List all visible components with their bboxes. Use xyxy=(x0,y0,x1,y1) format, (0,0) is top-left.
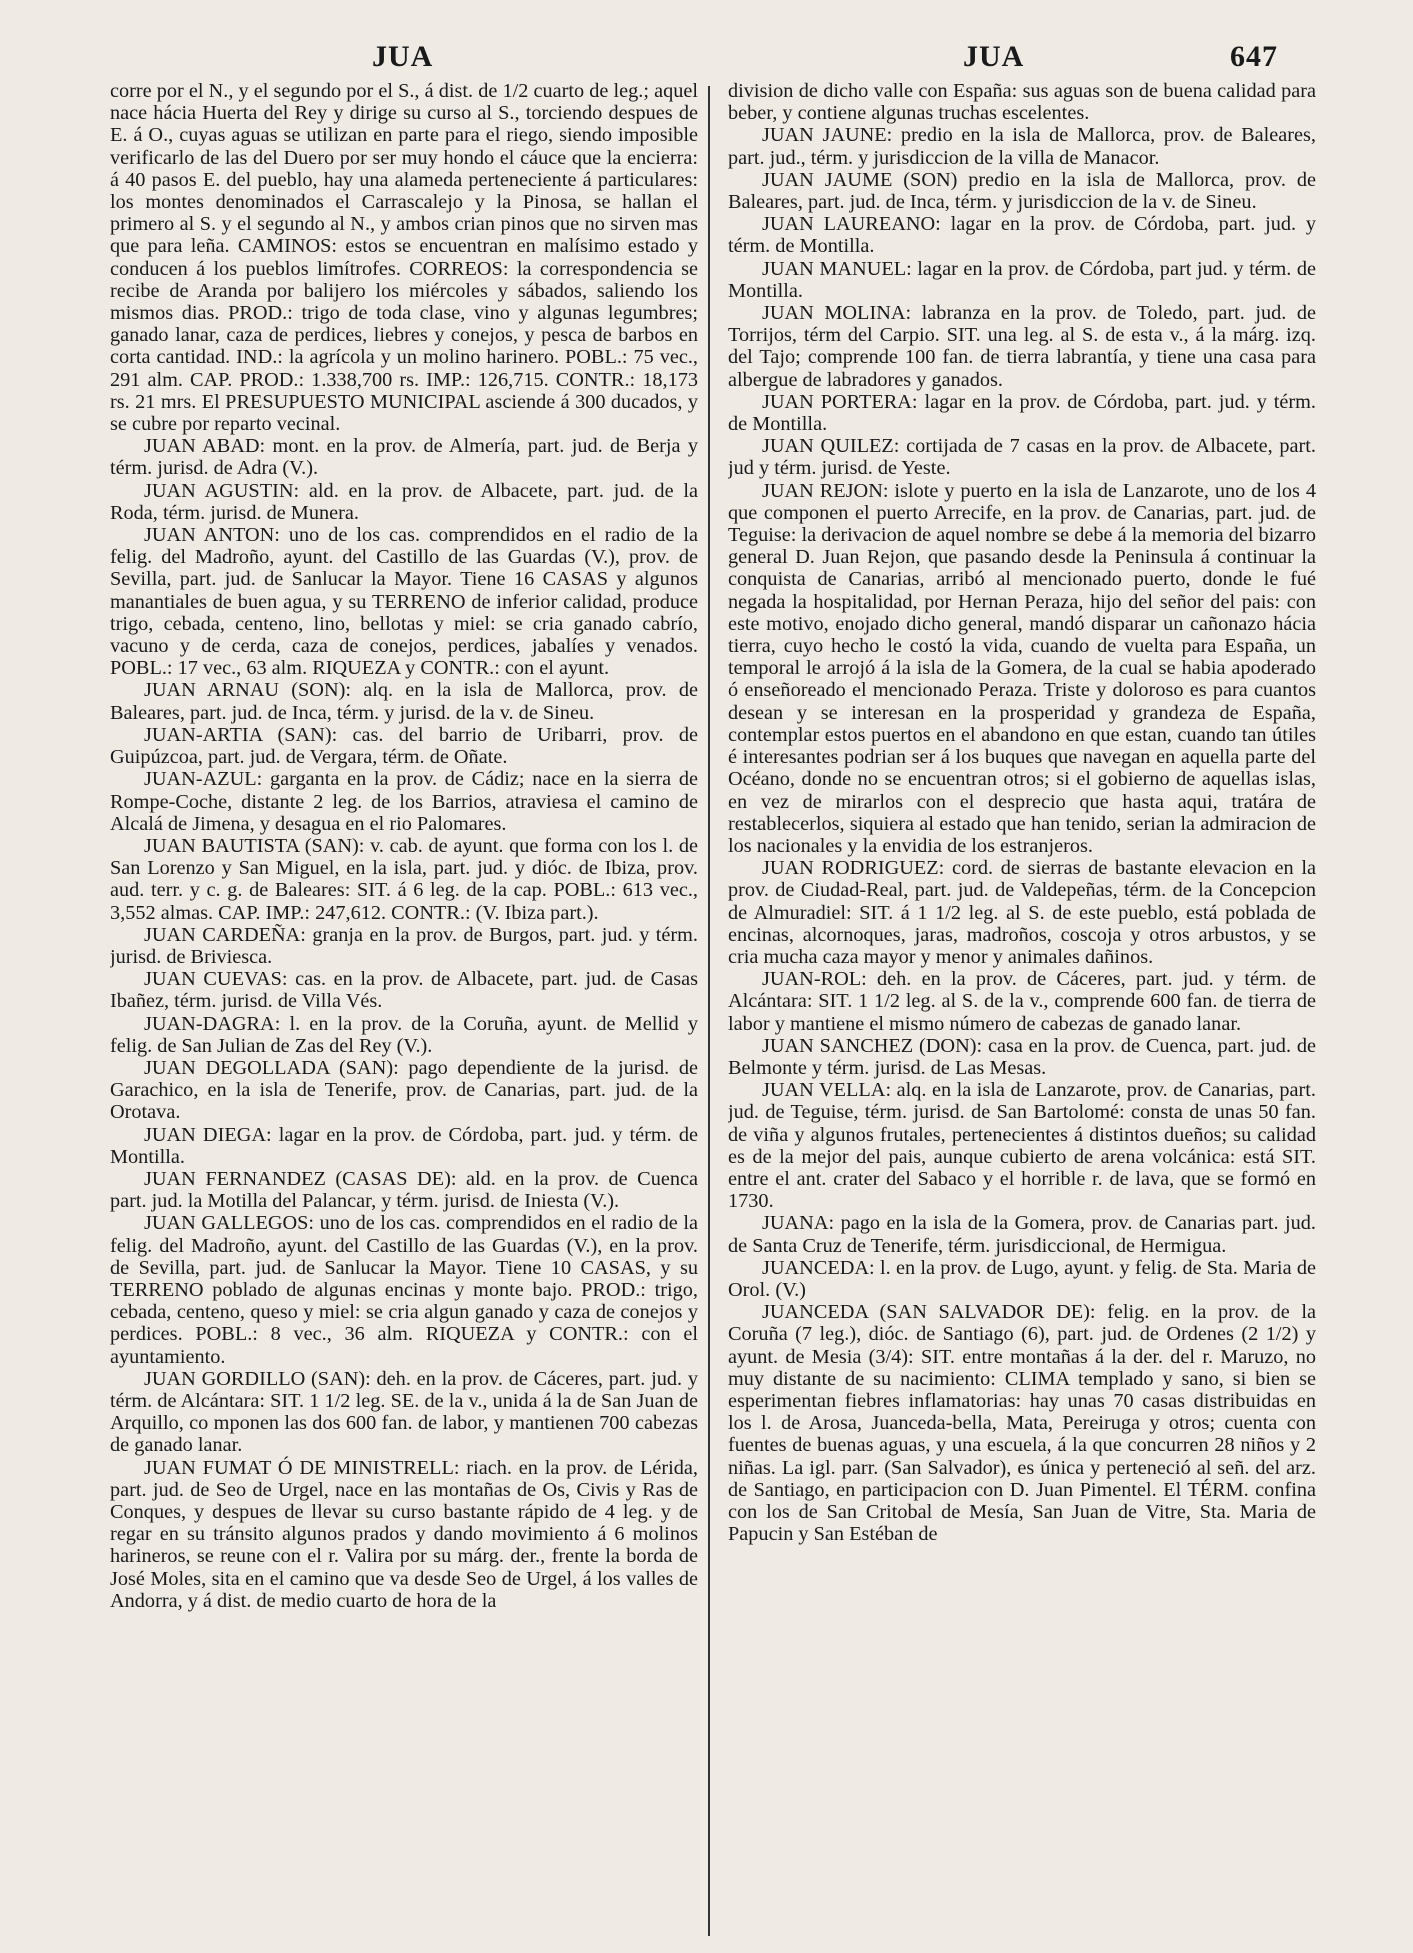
entry-juan-cuevas: JUAN CUEVAS: cas. en la prov. de Albacete, part. jud. de Casas Ibañez, térm. jurisd. de Villa Vés. xyxy=(110,968,698,1013)
entry-juan-manuel: JUAN MANUEL: lagar en la prov. de Córdoba, part jud. y térm. de Montilla. xyxy=(728,257,1316,302)
entry-juan-vella: JUAN VELLA: alq. en la isla de Lanzarote, prov. de Canarias, part. jud. de Teguise, térm. jurisd. de San Bartolomé: consta de unas 50 fan. de viña y algunos frutales, pertenecientes á distintos dueños; su calidad es de la mejor del pais, aunque cubierto de arena volcánica: está SIT. entre el ant. crater del Sabaco y el horrible r. de lava, que se formó en 1730. xyxy=(728,1079,1316,1213)
entry-juan-gallegos: JUAN GALLEGOS: uno de los cas. comprendidos en el radio de la felig. del Madroño, ayunt. del Castillo de las Guardas (V.), en la prov. de Sevilla, part. jud. de Sanlucar la Mayor. Tiene 10 CASAS, y su TERRENO poblado de algunas encinas y monte bajo. PROD.: trigo, cebada, centeno, queso y miel: se cria algun ganado y caza de conejos y perdices. POBL.: 8 vec., 36 alm. RIQUEZA y CONTR.: con el ayuntamiento. xyxy=(110,1212,698,1368)
entry-juan-artia: JUAN-ARTIA (SAN): cas. del barrio de Uribarri, prov. de Guipúzcoa, part. jud. de Vergara, térm. de Oñate. xyxy=(110,723,698,769)
entry-juan-portera: JUAN PORTERA: lagar en la prov. de Córdoba, part. jud. y térm. de Montilla. xyxy=(728,390,1316,436)
right-column xyxy=(728,80,1316,1940)
entry-juan-quilez: JUAN QUILEZ: cortijada de 7 casas en la prov. de Albacete, part. jud y térm. jurisd. de Yeste. xyxy=(728,435,1316,480)
entry-juan-bautista: JUAN BAUTISTA (SAN): v. cab. de ayunt. que forma con los l. de San Lorenzo y San Miguel, en la isla, part. jud. y dióc. de Ibiza, prov. aud. terr. y c. g. de Baleares: SIT. á 6 leg. de la cap. POBL.: 613 vec., 3,552 almas. CAP. IMP.: 247,612. CONTR.: (V. Ibiza part.). xyxy=(110,834,698,924)
entry-juan-fernandez: JUAN FERNANDEZ (CASAS DE): ald. en la prov. de Cuenca part. jud. la Motilla del Palancar, y térm. jurisd. de Iniesta (V.). xyxy=(110,1167,698,1213)
entry-juan-cardena: JUAN CARDEÑA: granja en la prov. de Burgos, part. jud. y térm. jurisd. de Briviesca. xyxy=(110,923,698,968)
entry-juan-arnau: JUAN ARNAU (SON): alq. en la isla de Mallorca, prov. de Baleares, part. jud. de Inca, térm. y jurisd. de la v. de Sineu. xyxy=(110,679,698,724)
left-column xyxy=(110,80,698,1940)
entry-juan-abad: JUAN ABAD: mont. en la prov. de Almería, part. jud. de Berja y térm. jurisd. de Adra (V.). xyxy=(110,435,698,480)
entry-juan-azul: JUAN-AZUL: garganta en la prov. de Cádiz; nace en la sierra de Rompe-Coche, distante 2 leg. de los Barrios, atraviesa el camino de Alcalá de Jimena, y desagua en el rio Palomares. xyxy=(110,768,698,835)
entry-juan-degollada: JUAN DEGOLLADA (SAN): pago dependiente de la jurisd. de Garachico, en la isla de Tenerife, prov. de Canarias, part. jud. de la Orotava. xyxy=(110,1056,698,1124)
entry-juan-rejon: JUAN REJON: islote y puerto en la isla de Lanzarote, uno de los 4 que componen el puerto Arrecife, en la prov. de Canarias, part. jud. de Teguise: la derivacion de aquel nombre se debe á la memoria del bizarro general D. Juan Rejon, que pasando desde la Peninsula á continuar la conquista de Canarias, arribó al mencionado puerto, donde le fué negada la hospitalidad, por Hernan Peraza, hijo del señor del pais: con este motivo, enojado dicho general, mandó disparar un cañonazo hácia tierra, cuyo hecho le costó la vida, cuando de vuelta para España, un temporal le arrojó á la isla de la Gomera, de la cual se habia apoderado ó enseñoreado el mencionado Peraza. Triste y doloroso es para cuantos desean y se interesan en la prosperidad y grandeza de España, contemplar estos puertos en el abandono en que estan, cuando tan útiles é interesantes podrian ser á los buques que navegan en aquella parte del Océano, donde no se encuentran otros; si el gobierno de aquellas islas, en vez de mirarlos con el desprecio que hasta aqui, tratára de restablecerlos, siquiera al estado que han tenido, serian la admiracion de los nacionales y la envidia de los estranjeros. xyxy=(728,479,1316,857)
entry-juanceda-san-salvador: JUANCEDA (SAN SALVADOR DE): felig. en la prov. de la Coruña (7 leg.), dióc. de Santiago (6), part. jud. de Ordenes (2 1/2) y ayunt. de Mesia (3/4): SIT. entre montañas á la der. del r. Maruzo, no muy distante de su nacimiento: CLIMA templado y sano, si bien se esperimentan fiebres inflamatorias: hay unas 70 casas distribuidas en los l. de Arosa, Juanceda-bella, Mata, Pereiruga y otros; cuenta con fuentes de buenas aguas, y una escuela, á la que concurren 28 niños y 2 niñas. La igl. parr. (San Salvador), es única y perteneció al señ. del arz. de Santiago, en participacion con D. Juan Pimentel. El TÉRM. confina con los de San Critobal de Mesía, San Juan de Vitre, Sta. Maria de Papucin y San Estéban de xyxy=(728,1301,1316,1546)
entry-juan-gordillo: JUAN GORDILLO (SAN): deh. en la prov. de Cáceres, part. jud. y térm. de Alcántara: SIT. 1 1/2 leg. SE. de la v., unida á la de San Juan de Arquillo, co mponen las dos 600 fan. de labor, y mantienen 700 cabezas de ganado lanar. xyxy=(110,1367,698,1457)
column-divider xyxy=(708,86,710,1936)
page-number: 647 xyxy=(1230,40,1278,73)
entry-juana: JUANA: pago en la isla de la Gomera, prov. de Canarias part. jud. de Santa Cruz de Tenerife, térm. jurisdiccional, de Hermigua. xyxy=(728,1212,1316,1257)
entry-juanceda: JUANCEDA: l. en la prov. de Lugo, ayunt. y felig. de Sta. Maria de Orol. (V.) xyxy=(728,1256,1316,1301)
entry-continuation: division de dicho valle con España: sus aguas son de buena calidad para beber, y contiene algunas truchas escelentes. xyxy=(728,80,1316,125)
entry-juan-sanchez: JUAN SANCHEZ (DON): casa en la prov. de Cuenca, part. jud. de Belmonte y térm. jurisd. de Las Mesas. xyxy=(728,1034,1316,1079)
running-head-right: JUA xyxy=(963,40,1025,73)
entry-juan-diega: JUAN DIEGA: lagar en la prov. de Córdoba, part. jud. y térm. de Montilla. xyxy=(110,1123,698,1168)
entry-juan-fumat: JUAN FUMAT Ó DE MINISTRELL: riach. en la prov. de Lérida, part. jud. de Seo de Urgel, nace en las montañas de Os, Civis y Ras de Conques, y despues de llevar su curso bastante rápido de 4 leg. y de regar en su tránsito algunos prados y dando movimiento á 6 molinos harineros, se reune con el r. Valira por su márg. der., frente la borda de José Moles, sita en el camino que va desde Seo de Urgel, á los valles de Andorra, y á dist. de medio cuarto de hora de la xyxy=(110,1456,698,1612)
entry-continuation: corre por el N., y el segundo por el S., á dist. de 1/2 cuarto de leg.; aquel nace hácia Huerta del Rey y dirige su curso al S., torciendo despues de E. á O., cuyas aguas se utilizan en parte para el riego, siendo imposible verificarlo de las del Duero por ser muy hondo el cáuce que la encierra: á 40 pasos E. del pueblo, hay una alameda perteneciente á particulares: los montes denominados el Carrascalejo y la Pinosa, se hallan el primero al S. y el segundo al N., y ambos crian pinos que no sirven mas que para leña. CAMINOS: estos se encuentran en malísimo estado y conducen á los pueblos limítrofes. CORREOS: la correspondencia se recibe de Aranda por balijero los miércoles y sábados, saliendo los mismos dias. PROD.: trigo de toda clase, vino y algunas legumbres; ganado lanar, caza de perdices, liebres y conejos, y pesca de barbos en corta cantidad. IND.: la agrícola y un molino harinero. POBL.: 75 vec., 291 alm. CAP. PROD.: 1.338,700 rs. IMP.: 126,715. CONTR.: 18,173 rs. 21 mrs. El PRESUPUESTO MUNICIPAL asciende á 300 ducados, y se cubre por reparto vecinal. xyxy=(110,80,698,436)
entry-juan-molina: JUAN MOLINA: labranza en la prov. de Toledo, part. jud. de Torrijos, térm del Carpio. SIT. una leg. al S. de esta v., á la márg. izq. del Tajo; comprende 100 fan. de tierra labrantía, y tiene una casa para albergue de labradores y ganados. xyxy=(728,302,1316,391)
entry-juan-jaume: JUAN JAUME (SON) predio en la isla de Mallorca, prov. de Baleares, part. jud. de Inca, térm. y jurisdiccion de la v. de Sineu. xyxy=(728,168,1316,214)
entry-juan-rodriguez: JUAN RODRIGUEZ: cord. de sierras de bastante elevacion en la prov. de Ciudad-Real, part. jud. de Valdepeñas, térm. de la Concepcion de Almuradiel: SIT. á 1 1/2 leg. al S. de este pueblo, está poblada de encinas, alcornoques, jaras, madroños, coscoja y otros arbustos, y se cria mucha caza mayor y menor y animales dañinos. xyxy=(728,857,1316,968)
entry-juan-dagra: JUAN-DAGRA: l. en la prov. de la Coruña, ayunt. de Mellid y felig. de San Julian de Zas del Rey (V.). xyxy=(110,1012,698,1057)
entry-juan-anton: JUAN ANTON: uno de los cas. comprendidos en el radio de la felig. del Madroño, ayunt. del Castillo de las Guardas (V.), prov. de Sevilla, part. jud. de Sanlucar la Mayor. Tiene 16 CASAS y algunos manantiales de buen agua, y su TERRENO de inferior calidad, produce trigo, cebada, centeno, lino, bellotas y miel: se cria ganado cabrío, vacuno y de cerda, caza de conejos, perdices, jabalíes y venados. POBL.: 17 vec., 63 alm. RIQUEZA y CONTR.: con el ayunt. xyxy=(110,524,698,680)
entry-juan-rol: JUAN-ROL: deh. en la prov. de Cáceres, part. jud. y térm. de Alcántara: SIT. 1 1/2 leg. al S. de la v., comprende 600 fan. de tierra de labor y mantiene el mismo número de cabezas de ganado lanar. xyxy=(728,968,1316,1035)
running-head-left: JUA xyxy=(372,40,434,73)
entry-juan-jaune: JUAN JAUNE: predio en la isla de Mallorca, prov. de Baleares, part. jud., térm. y jurisdiccion de la villa de Manacor. xyxy=(728,124,1316,169)
entry-juan-laureano: JUAN LAUREANO: lagar en la prov. de Córdoba, part. jud. y térm. de Montilla. xyxy=(728,213,1316,258)
entry-juan-agustin: JUAN AGUSTIN: ald. en la prov. de Albacete, part. jud. de la Roda, térm. jurisd. de Munera. xyxy=(110,479,698,524)
